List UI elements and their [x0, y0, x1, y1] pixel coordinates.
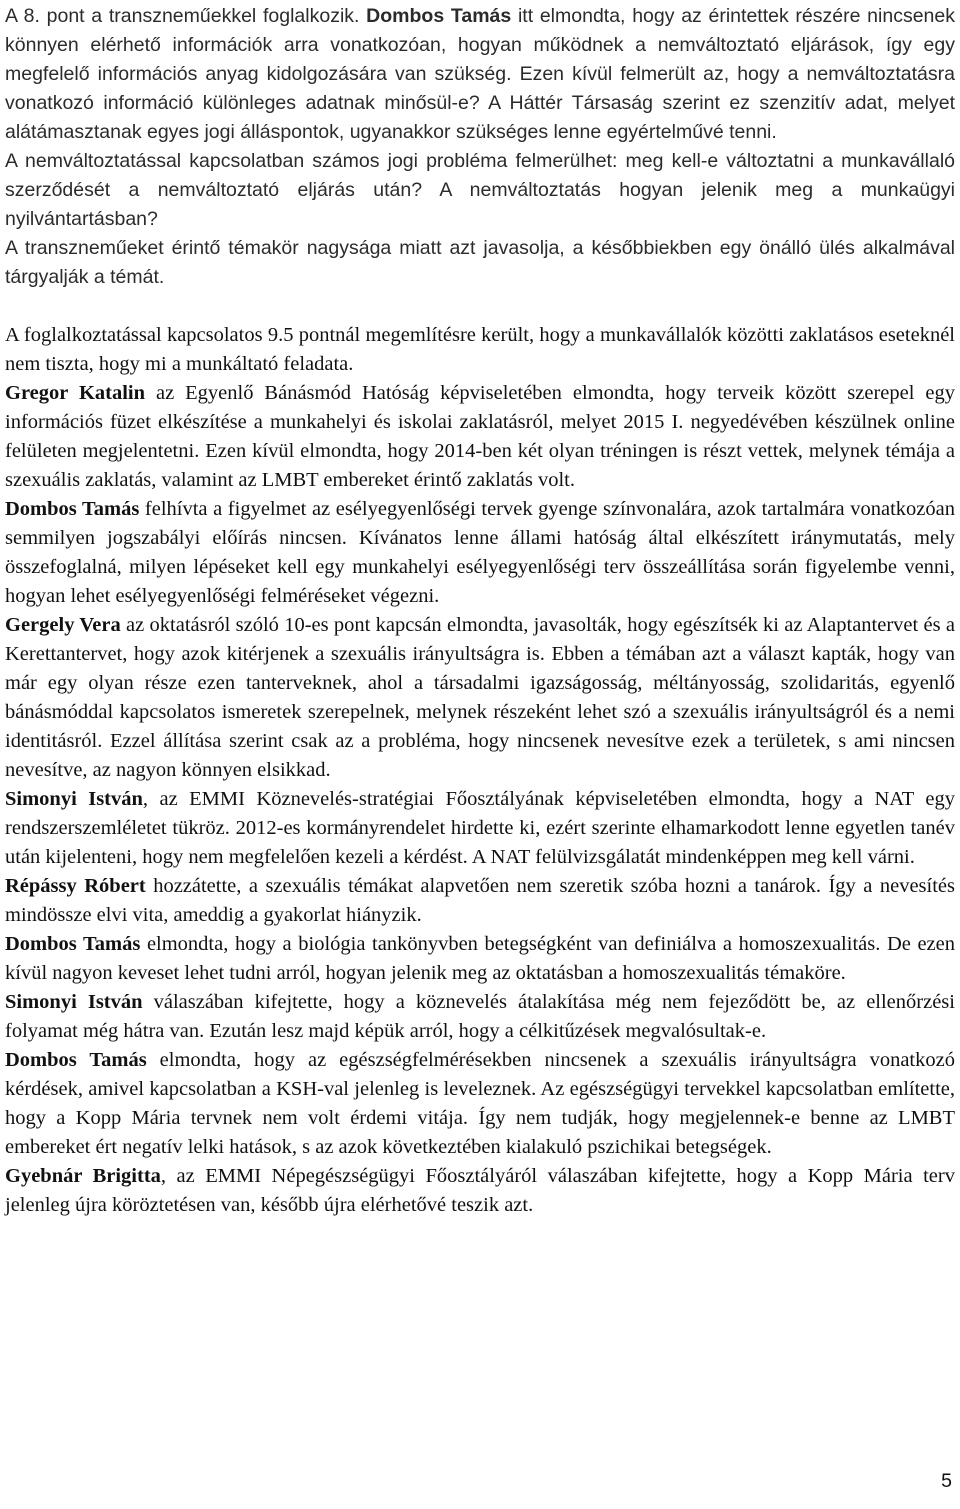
paragraph — [5, 2, 955, 147]
paragraph — [5, 872, 955, 930]
paragraph — [5, 234, 955, 292]
paragraph — [5, 321, 955, 379]
speaker-name: Gergely Vera — [5, 614, 121, 636]
paragraph — [5, 379, 955, 495]
paragraph — [5, 785, 955, 872]
paragraph — [5, 495, 955, 611]
paragraph-text: válaszában kifejtette, hogy a köznevelés átalakítása még nem fejeződött be, az ellenőrzési folyamat még hátra van. Ezután lesz majd képük arról, hogy a célkitűzések megvalósultak-e. — [5, 991, 955, 1042]
speaker-name: Dombos Tamás — [5, 498, 140, 520]
paragraph-text: , az EMMI Népegészségügyi Főosztályáról válaszában kifejtette, hogy a Kopp Mária terv jelenleg újra köröztetésen van, később újra elérhetővé teszik azt. — [5, 1165, 955, 1216]
paragraph — [5, 611, 955, 785]
paragraph — [5, 147, 955, 234]
speaker-name: Gregor Katalin — [5, 382, 146, 404]
paragraph-text: A foglalkoztatással kapcsolatos 9.5 pontnál megemlítésre került, hogy a munkavállalók közötti zaklatásos eseteknél nem tiszta, hogy mi a munkáltató feladata. — [5, 324, 955, 375]
paragraph — [5, 1046, 955, 1162]
paragraph-text: az Egyenlő Bánásmód Hatóság képviseletében elmondta, hogy terveik között szerepel egy információs füzet elkészítése a munkahelyi és iskolai zaklatásról, melyet 2015 I. negyedévében készülnek online felületen megjelentetni. Ezen kívül elmondta, hogy 2014-ben két olyan tréningen is részt vettek, melynek témája a szexuális zaklatás, valamint az LMBT embereket érintő zaklatás volt. — [5, 382, 955, 491]
paragraph-text: itt elmondta, hogy az érintettek részére nincsenek könnyen elérhető információk arra vonatkozóan, hogyan működnek a nemváltoztató eljárások, így egy megfelelő információs anyag kidolgozására van szükség. Ezen kívül felmerült az, hogy a nemváltoztatásra vonatkozó információ különleges adatnak minősül-e? A Háttér Társaság szerint ez szenzitív adat, melyet alátámasztanak egyes jogi álláspontok, ugyanakkor szükséges lenne egyértelművé tenni. — [5, 5, 955, 143]
paragraph-text: , az EMMI Köznevelés-stratégiai Főosztályának képviseletében elmondta, hogy a NAT egy rendszerszemléletet tükröz. 2012-es kormányrendelet hirdette ki, ezért szerinte elhamarkodott lenne egyetlen tanév után kijelenteni, hogy nem megfelelően kezeli a kérdést. A NAT felülvizsgálatát mindenképpen meg kell várni. — [5, 788, 955, 868]
speaker-name: Dombos Tamás — [5, 933, 141, 955]
document-body — [5, 2, 955, 1220]
paragraph-text: az oktatásról szóló 10-es pont kapcsán elmondta, javasolták, hogy egészítsék ki az Alaptantervet és a Kerettantervet, hogy azok kitérjenek a szexuális irányultságra is. Ebben a témában azt a választ kapták, hogy van már egy olyan része ezen tanterveknek, ahol a társadalmi igazságosság, méltányosság, szolidaritás, egyenlő bánásmóddal kapcsolatos ismeretek szerepelnek, melynek részeként lehet szó a szexuális irányultságról és a nemi identitásról. Ezzel állítása szerint csak az a probléma, hogy nincsenek nevesítve ezek a területek, s ami nincsen nevesítve, az nagyon könnyen elsikkad. — [5, 614, 955, 781]
speaker-name: Simonyi István — [5, 991, 143, 1013]
speaker-name: Dombos Tamás — [366, 5, 512, 27]
paragraph-text: elmondta, hogy a biológia tankönyvben betegségként van definiálva a homoszexualitás. De ezen kívül nagyon keveset lehet tudni arról, hogyan jelenik meg az oktatásban a homoszexualitás témaköre. — [5, 933, 955, 984]
paragraph-text: A transzneműeket érintő témakör nagysága miatt azt javasolja, a későbbiekben egy önálló ülés alkalmával tárgyalják a témát. — [5, 237, 955, 288]
paragraph-text: felhívta a figyelmet az esélyegyenlőségi tervek gyenge színvonalára, azok tartalmára vonatkozóan semmilyen jogszabályi előírás nincsen. Kívánatos lenne állami hatóság által elkészített iránymutatás, mely összefoglalná, milyen lépéseket kell egy munkahelyi esélyegyenlőségi terv összeállítása során figyelembe venni, hogyan lehet esélyegyenlőségi felméréseket végezni. — [5, 498, 955, 607]
paragraph — [5, 1162, 955, 1220]
paragraph-text: A nemváltoztatással kapcsolatban számos jogi probléma felmerülhet: meg kell-e változtatni a munkavállaló szerződését a nemváltoztató eljárás után? A nemváltoztatás hogyan jelenik meg a munkaügyi nyilvántartásban? — [5, 150, 955, 230]
paragraph-text: A 8. pont a transzneműekkel foglalkozik. — [5, 5, 367, 27]
paragraph-text: elmondta, hogy az egészségfelmérésekben nincsenek a szexuális irányultságra vonatkozó kérdések, amivel kapcsolatban a KSH-val jelenleg is leveleznek. Az egészségügyi tervekkel kapcsolatban említette, hogy a Kopp Mária tervnek nem volt érdemi vitája. Így nem tudják, hogy megjelennek-e benne az LMBT embereket ért negatív lelki hatások, s az azok következtében kialakuló pszichikai betegségek. — [5, 1049, 955, 1158]
paragraph-spacer — [5, 292, 955, 321]
speaker-name: Dombos Tamás — [5, 1049, 147, 1071]
page-number: 5 — [941, 1470, 952, 1492]
speaker-name: Gyebnár Brigitta — [5, 1165, 161, 1187]
paragraph — [5, 988, 955, 1046]
paragraph-text: hozzátette, a szexuális témákat alapvetően nem szeretik szóba hozni a tanárok. Így a nevesítés mindössze elvi vita, ameddig a gyakorlat hiányzik. — [5, 875, 955, 926]
paragraph — [5, 930, 955, 988]
speaker-name: Répássy Róbert — [5, 875, 146, 897]
speaker-name: Simonyi István — [5, 788, 143, 810]
